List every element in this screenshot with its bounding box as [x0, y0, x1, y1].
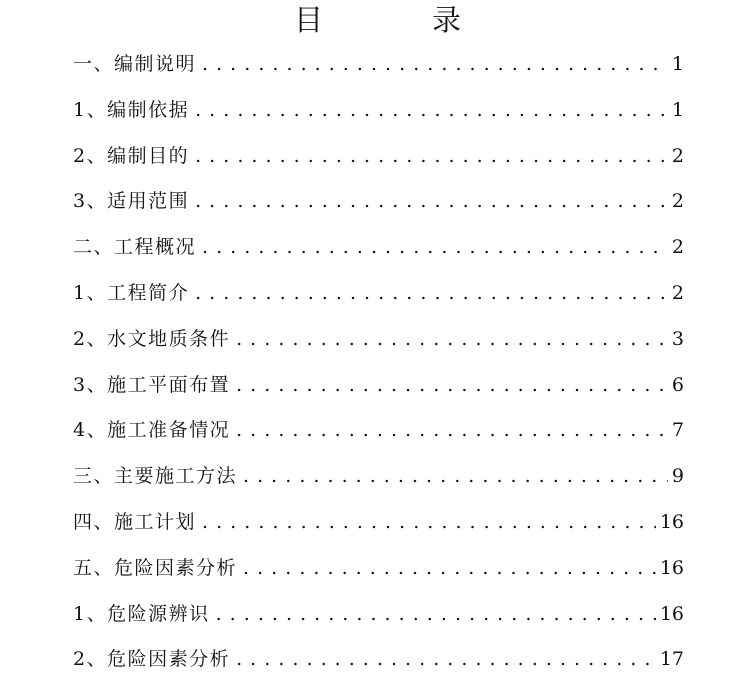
toc-entry[interactable]: [73, 546, 684, 592]
toc-entry-page: 6: [671, 373, 684, 396]
dot-leader: [236, 637, 656, 683]
toc-entry[interactable]: [73, 225, 684, 271]
toc-entry[interactable]: [73, 134, 684, 180]
toc-title: 目 录: [293, 3, 501, 37]
toc-entry[interactable]: [73, 271, 684, 317]
toc-entry[interactable]: [73, 592, 684, 638]
toc-entry-label: 二、工程概况: [73, 236, 197, 259]
dot-leader: [243, 546, 656, 592]
toc-entry-label: 1、危险源辨识: [73, 602, 210, 625]
toc-entry[interactable]: [73, 317, 684, 363]
toc-list: [73, 42, 684, 683]
toc-entry-label: 五、危险因素分析: [73, 556, 238, 579]
toc-entry-label: 1、工程简介: [73, 281, 190, 304]
dot-leader: [202, 225, 668, 271]
toc-entry[interactable]: [73, 408, 684, 454]
dot-leader: [216, 592, 656, 638]
toc-entry-label: 3、适用范围: [73, 190, 190, 213]
dot-leader: [243, 454, 668, 500]
toc-entry-page: 3: [671, 327, 684, 350]
toc-entry-label: 2、危险因素分析: [73, 648, 231, 671]
toc-entry-page: 7: [671, 419, 684, 442]
toc-entry-page: 9: [671, 465, 684, 488]
toc-entry-page: 17: [659, 648, 684, 671]
toc-entry-page: 1: [671, 98, 684, 121]
toc-entry-page: 2: [671, 281, 684, 304]
dot-leader: [236, 317, 668, 363]
dot-leader: [202, 42, 668, 88]
toc-entry-label: 4、施工准备情况: [73, 419, 231, 442]
dot-leader: [195, 88, 668, 134]
toc-entry-page: 1: [671, 53, 684, 75]
toc-entry[interactable]: [73, 363, 684, 409]
dot-leader: [195, 271, 668, 317]
toc-entry-page: 2: [671, 236, 684, 259]
toc-entry[interactable]: [73, 637, 684, 683]
toc-entry-page: 16: [659, 510, 684, 533]
toc-entry-label: 3、施工平面布置: [73, 373, 231, 396]
toc-entry-page: 16: [659, 602, 684, 625]
toc-entry[interactable]: [73, 454, 684, 500]
toc-entry[interactable]: [73, 42, 684, 88]
toc-entry[interactable]: [73, 179, 684, 225]
toc-entry[interactable]: [73, 500, 684, 546]
toc-entry-label: 四、施工计划: [73, 510, 197, 533]
dot-leader: [202, 500, 656, 546]
toc-entry-label: 2、水文地质条件: [73, 327, 231, 350]
toc-entry[interactable]: [73, 88, 684, 134]
dot-leader: [195, 179, 668, 225]
toc-entry-page: 2: [671, 144, 684, 167]
toc-entry-label: 2、编制目的: [73, 144, 190, 167]
toc-entry-label: 三、主要施工方法: [73, 465, 238, 488]
toc-entry-label: 一、编制说明: [73, 53, 197, 75]
dot-leader: [236, 363, 668, 409]
dot-leader: [195, 134, 668, 180]
toc-entry-page: 2: [671, 190, 684, 213]
dot-leader: [236, 408, 668, 454]
toc-entry-page: 16: [659, 556, 684, 579]
toc-entry-label: 1、编制依据: [73, 98, 190, 121]
